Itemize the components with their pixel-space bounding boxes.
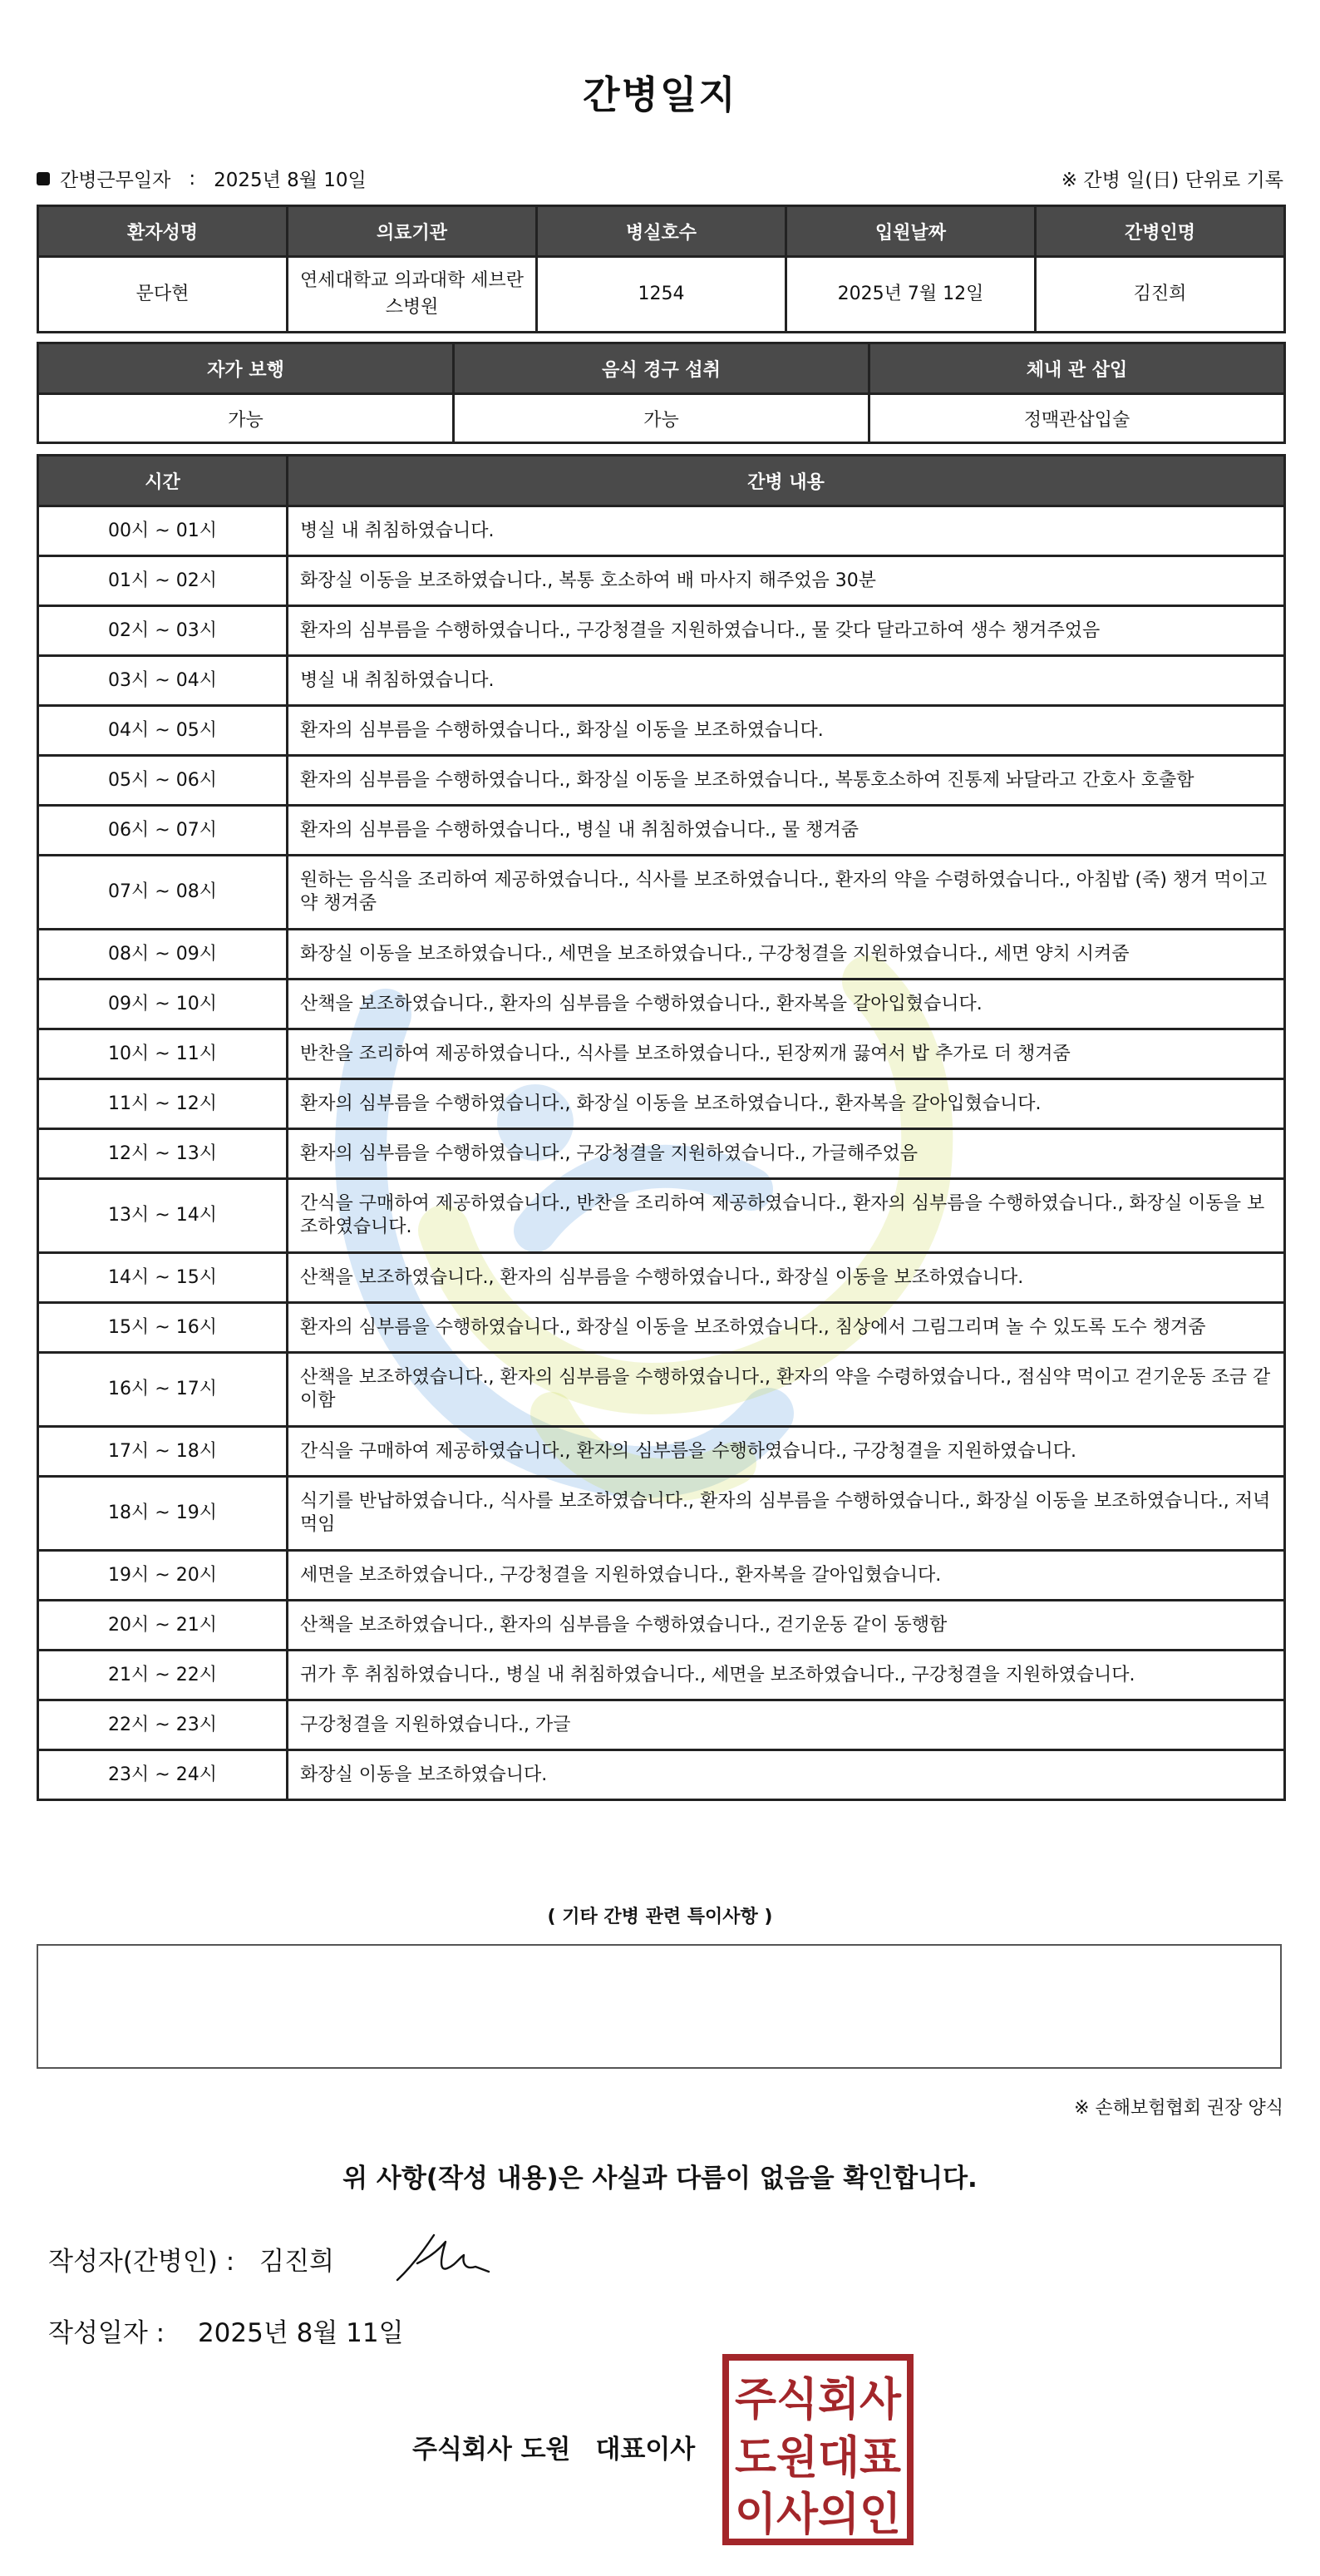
log-content: 환자의 심부름을 수행하였습니다., 구강청결을 지원하였습니다., 가글해주었음 — [288, 1129, 1285, 1179]
document-title: 간병일지 — [583, 72, 737, 117]
oral-intake-value: 가능 — [454, 394, 869, 443]
log-time: 18시 ~ 19시 — [38, 1477, 288, 1551]
remarks-box — [37, 1944, 1282, 2069]
log-time: 20시 ~ 21시 — [38, 1601, 288, 1651]
self-walking-value: 가능 — [38, 394, 454, 443]
log-time: 02시 ~ 03시 — [38, 606, 288, 656]
log-time: 13시 ~ 14시 — [38, 1179, 288, 1253]
log-content: 산책을 보조하였습니다., 환자의 심부름을 수행하였습니다., 환자의 약을 수령하였습니다., 점심약 먹이고 걷기운동 조금 같이함 — [288, 1353, 1285, 1427]
log-content: 세면을 보조하였습니다., 구강청결을 지원하였습니다., 환자복을 갈아입혔습니다. — [288, 1551, 1285, 1601]
table-row — [38, 930, 1285, 980]
table-header-row — [38, 343, 1285, 394]
header-admission-date: 입원날짜 — [786, 206, 1036, 257]
room-number: 1254 — [537, 257, 786, 333]
table-row — [38, 1651, 1285, 1700]
table-row — [38, 606, 1285, 656]
table-row — [38, 1601, 1285, 1651]
patient-status-table — [37, 342, 1286, 444]
log-content: 산책을 보조하였습니다., 환자의 심부름을 수행하였습니다., 걷기운동 같이 동행함 — [288, 1601, 1285, 1651]
table-row — [38, 1750, 1285, 1800]
log-time: 03시 ~ 04시 — [38, 656, 288, 706]
patient-name: 문다현 — [38, 257, 288, 333]
table-row — [38, 756, 1285, 806]
table-row — [38, 556, 1285, 606]
work-date-colon: : — [189, 167, 196, 190]
table-row — [38, 980, 1285, 1029]
table-row — [38, 1477, 1285, 1551]
care-log-table — [37, 454, 1286, 1801]
log-content: 구강청결을 지원하였습니다., 가글 — [288, 1700, 1285, 1750]
table-row — [38, 257, 1285, 333]
table-header-row — [38, 206, 1285, 257]
log-content: 화장실 이동을 보조하였습니다., 세면을 보조하였습니다., 구강청결을 지원하였습니다., 세면 양치 시켜줌 — [288, 930, 1285, 980]
recommend-note: ※ 손해보험협회 권장 양식 — [1074, 2098, 1283, 2119]
log-content: 간식을 구매하여 제공하였습니다., 반찬을 조리하여 제공하였습니다., 환자의 심부름을 수행하였습니다., 화장실 이동을 보조하였습니다. — [288, 1179, 1285, 1253]
header-hospital: 의료기관 — [288, 206, 537, 257]
log-content: 식기를 반납하였습니다., 식사를 보조하였습니다., 환자의 심부름을 수행하였습니다., 화장실 이동을 보조하였습니다., 저녁 먹임 — [288, 1477, 1285, 1551]
log-content: 환자의 심부름을 수행하였습니다., 화장실 이동을 보조하였습니다., 환자복을 갈아입혔습니다. — [288, 1079, 1285, 1129]
table-row — [38, 1029, 1285, 1079]
seal-text-line: 도원대표 — [735, 2431, 901, 2484]
patient-info-table — [37, 205, 1286, 333]
header-room-number: 병실호수 — [537, 206, 786, 257]
table-row — [38, 1551, 1285, 1601]
log-content: 환자의 심부름을 수행하였습니다., 구강청결을 지원하였습니다., 물 갖다 달라고하여 생수 챙겨주었음 — [288, 606, 1285, 656]
bullet-square-icon — [37, 172, 50, 185]
writer-label: 작성자(간병인) : — [48, 2247, 235, 2277]
log-time: 08시 ~ 09시 — [38, 930, 288, 980]
log-time: 22시 ~ 23시 — [38, 1700, 288, 1750]
table-row — [38, 1303, 1285, 1353]
table-row — [38, 856, 1285, 930]
table-row — [38, 1700, 1285, 1750]
header-time: 시간 — [38, 456, 288, 506]
table-row — [38, 1353, 1285, 1427]
work-date-line — [37, 165, 367, 192]
table-row — [38, 1179, 1285, 1253]
header-patient-name: 환자성명 — [38, 206, 288, 257]
seal-text-line: 주식회사 — [735, 2373, 902, 2425]
work-date-label: 간병근무일자 — [60, 170, 171, 191]
header-self-walking: 자가 보행 — [38, 343, 454, 394]
seal-text-line: 이사의인 — [735, 2488, 901, 2540]
log-content: 반찬을 조리하여 제공하였습니다., 식사를 보조하였습니다., 된장찌개 끓여서 밥 추가로 더 챙겨줌 — [288, 1029, 1285, 1079]
log-time: 19시 ~ 20시 — [38, 1551, 288, 1601]
log-content: 산책을 보조하였습니다., 환자의 심부름을 수행하였습니다., 환자복을 갈아입혔습니다. — [288, 980, 1285, 1029]
log-content: 환자의 심부름을 수행하였습니다., 병실 내 취침하였습니다., 물 챙겨줌 — [288, 806, 1285, 856]
log-content: 환자의 심부름을 수행하였습니다., 화장실 이동을 보조하였습니다., 복통호소하여 진통제 놔달라고 간호사 호출함 — [288, 756, 1285, 806]
table-row — [38, 706, 1285, 756]
log-content: 산책을 보조하였습니다., 환자의 심부름을 수행하였습니다., 화장실 이동을 보조하였습니다. — [288, 1253, 1285, 1303]
table-row — [38, 1129, 1285, 1179]
log-content: 원하는 음식을 조리하여 제공하였습니다., 식사를 보조하였습니다., 환자의 약을 수령하였습니다., 아침밥 (죽) 챙겨 먹이고 약 챙겨줌 — [288, 856, 1285, 930]
company-role: 대표이사 — [595, 2435, 696, 2465]
log-time: 06시 ~ 07시 — [38, 806, 288, 856]
table-header-row — [38, 456, 1285, 506]
confirm-statement: 위 사항(작성 내용)은 사실과 다름이 없음을 확인합니다. — [342, 2164, 978, 2194]
hospital-name: 연세대학교 의과대학 세브란스병원 — [288, 257, 537, 333]
tube-insertion-value: 정맥관삽입술 — [869, 394, 1285, 443]
record-unit-note: ※ 간병 일(日) 단위로 기록 — [1061, 170, 1283, 191]
caregiver-name: 김진희 — [1036, 257, 1285, 333]
log-content: 간식을 구매하여 제공하였습니다., 환자의 심부름을 수행하였습니다., 구강청결을 지원하였습니다. — [288, 1427, 1285, 1477]
log-time: 10시 ~ 11시 — [38, 1029, 288, 1079]
company-line — [412, 2428, 695, 2465]
log-content: 환자의 심부름을 수행하였습니다., 화장실 이동을 보조하였습니다., 침상에서 그림그리며 놀 수 있도록 도수 챙겨줌 — [288, 1303, 1285, 1353]
log-time: 01시 ~ 02시 — [38, 556, 288, 606]
log-content: 귀가 후 취침하였습니다., 병실 내 취침하였습니다., 세면을 보조하였습니다., 구강청결을 지원하였습니다. — [288, 1651, 1285, 1700]
log-content: 환자의 심부름을 수행하였습니다., 화장실 이동을 보조하였습니다. — [288, 706, 1285, 756]
work-date-value: 2025년 8월 10일 — [214, 170, 367, 191]
table-row — [38, 806, 1285, 856]
table-row — [38, 1427, 1285, 1477]
log-time: 04시 ~ 05시 — [38, 706, 288, 756]
log-time: 23시 ~ 24시 — [38, 1750, 288, 1800]
log-time: 07시 ~ 08시 — [38, 856, 288, 930]
care-log-page — [37, 0, 1283, 2576]
header-care-content: 간병 내용 — [288, 456, 1285, 506]
written-date-value: 2025년 8월 11일 — [197, 2318, 404, 2348]
log-time: 17시 ~ 18시 — [38, 1427, 288, 1477]
log-content: 병실 내 취침하였습니다. — [288, 506, 1285, 556]
written-date-label: 작성일자 : — [48, 2318, 165, 2348]
company-seal-icon — [722, 2353, 914, 2546]
written-date-line — [48, 2312, 404, 2349]
table-row — [38, 394, 1285, 443]
log-time: 12시 ~ 13시 — [38, 1129, 288, 1179]
log-time: 11시 ~ 12시 — [38, 1079, 288, 1129]
header-tube-insertion: 체내 관 삽입 — [869, 343, 1285, 394]
log-time: 15시 ~ 16시 — [38, 1303, 288, 1353]
log-time: 14시 ~ 15시 — [38, 1253, 288, 1303]
log-content: 병실 내 취침하였습니다. — [288, 656, 1285, 706]
table-row — [38, 1253, 1285, 1303]
log-time: 00시 ~ 01시 — [38, 506, 288, 556]
log-time: 09시 ~ 10시 — [38, 980, 288, 1029]
signature-icon — [386, 2222, 502, 2288]
writer-line — [48, 2240, 334, 2277]
header-caregiver-name: 간병인명 — [1036, 206, 1285, 257]
writer-name: 김진희 — [259, 2247, 335, 2277]
log-content: 화장실 이동을 보조하였습니다. — [288, 1750, 1285, 1800]
log-content: 화장실 이동을 보조하였습니다., 복통 호소하여 배 마사지 해주었음 30분 — [288, 556, 1285, 606]
admission-date: 2025년 7월 12일 — [786, 257, 1036, 333]
table-row — [38, 656, 1285, 706]
log-time: 16시 ~ 17시 — [38, 1353, 288, 1427]
company-name: 주식회사 도원 — [412, 2435, 571, 2465]
header-oral-intake: 음식 경구 섭취 — [454, 343, 869, 394]
remarks-title: ( 기타 간병 관련 특이사항 ) — [547, 1907, 773, 1927]
table-row — [38, 506, 1285, 556]
log-time: 05시 ~ 06시 — [38, 756, 288, 806]
log-time: 21시 ~ 22시 — [38, 1651, 288, 1700]
table-row — [38, 1079, 1285, 1129]
